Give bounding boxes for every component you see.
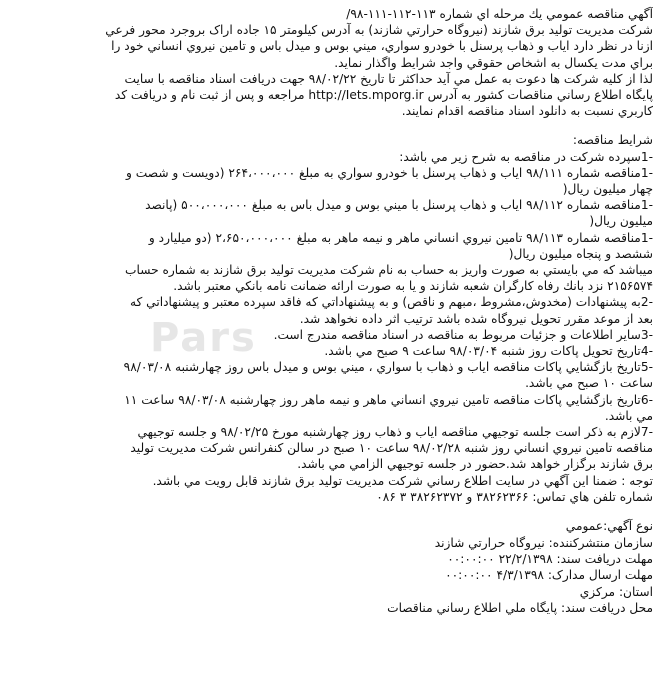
notice-title: آگهي مناقصه عمومي يك مرحله اي شماره ۱۱۳-۱۱۲-۱۱۱-۹۸/: [346, 7, 653, 21]
condition-line: شماره تلفن هاي تماس: ۳۸۲۶۲۳۶۶ و ۳۸۲۶۲۳۷۲ ۳ ۰۸۶: [376, 489, 653, 504]
condition-line: ۲۱۵۶۵۷۴ نزد بانك رفاه کارگران شعبه شازند و يا به صورت ارائه ضمانت نامه بانکي معتبر باشد.: [173, 279, 653, 294]
condition-line: توجه : ضمنا اين آگهي در سايت اطلاع رساني شرکت مديريت توليد برق شازند قابل رويت مي باشد.: [152, 473, 653, 488]
intro-line: ازنا در نظر دارد اياب و ذهاب پرسنل با خودرو سواري، ميني بوس و ميدل باس و تامين نيروي انساني خود را: [111, 39, 653, 54]
condition-line: -6تاريخ بازگشايي پاکات مناقصه تامين نيروي انساني ماهر و نيمه ماهر روز چهارشنبه ۹۸/۰۳/۰۸ ساعت ۱۱: [124, 392, 653, 407]
intro-line: کاربري نسبت به دانلود اسناد مناقصه اقدام نمايند.: [401, 104, 653, 119]
condition-line: برق شازند برگزار خواهد شد.حضور در جلسه توجيهي الزامي مي باشد.: [297, 457, 653, 472]
condition-line: -1مناقصه شماره ۹۸/۱۱۱ اياب و ذهاب پرسنل با خودرو سواري به مبلغ ۲۶۴،۰۰۰،۰۰۰ (دويست و شصت و: [126, 165, 653, 180]
condition-line: -1مناقصه شماره ۹۸/۱۱۳ تامين نيروي انساني ماهر و نيمه ماهر به مبلغ ۲،۶۵۰،۰۰۰،۰۰۰ (دو ميليارد و: [148, 230, 653, 245]
intro-paragraph: [10, 6, 653, 119]
condition-line: مي باشد.: [604, 408, 653, 423]
condition-line: -2به پيشنهادات (مخدوش،مشروط ،مبهم و ناقص) و به پيشنهاداتي که فاقد سپرده معتبر و پيشنهاداتي که: [129, 295, 653, 310]
document-location: محل دريافت سند: پايگاه ملي اطلاع رساني مناقصات: [387, 601, 653, 616]
condition-line: -3ساير اطلاعات و جزئيات مربوط به مناقصه در اسناد مناقصه مندرج است.: [273, 327, 653, 342]
publisher: سازمان منتشرکننده: نيروگاه حرارتي شازند: [434, 535, 653, 550]
intro-line: شرکت مديريت توليد برق شازند (نيروگاه حرارتي شازند) به آدرس کيلومتر ۱۵ جاده اراک بروجرد محور فرعي: [105, 23, 653, 38]
watermark-logo: Pars: [150, 315, 257, 361]
notice-content: [10, 6, 653, 617]
document-deadline: مهلت دريافت سند: ۲۲/۲/۱۳۹۸ ۰۰:۰۰:۰۰: [447, 551, 653, 566]
condition-line: ميليون ريال(: [589, 214, 653, 229]
conditions-section: [10, 132, 653, 505]
conditions-heading: شرايط مناقصه:: [572, 133, 653, 148]
condition-line: ششصد و پنجاه ميليون ريال(: [508, 246, 653, 261]
intro-line: لذا از کليه شرکت ها دعوت به عمل مي آيد حداکثر تا تاريخ ۹۸/۰۲/۲۲ جهت دريافت اسناد مناقصه با سايت: [124, 71, 653, 86]
condition-line: ميباشد که مي بايستي به صورت واريز به حساب به نام شرکت مديريت توليد برق شازند به شماره حساب: [125, 263, 653, 278]
condition-line: مناقصه تامين نيروي انساني روز شنبه ۹۸/۰۲/۲۸ ساعت ۱۰ صبح در سالن کنفرانس شرکت مديريت توليد: [130, 441, 653, 456]
condition-line: -1مناقصه شماره ۹۸/۱۱۲ اياب و ذهاب پرسنل با ميني بوس و ميدل باس به مبلغ ۵۰۰،۰۰۰،۰۰۰ (پانصد: [145, 198, 653, 213]
notice-type: نوع آگهي:عمومي: [565, 519, 653, 534]
condition-line: ساعت ۱۰ صبح مي باشد.: [525, 376, 653, 391]
condition-line: بعد از موعد مقرر تحويل نيروگاه شده باشد ترتيب اثر داده نخواهد شد.: [299, 311, 653, 326]
condition-line: -1سپرده شرکت در مناقصه به شرح زير مي باشد:: [399, 149, 653, 164]
submission-deadline: مهلت ارسال مدارک: ۴/۳/۱۳۹۸ ۰۰:۰۰:۰۰: [445, 568, 653, 583]
condition-line: چهار ميليون ريال(: [562, 182, 653, 197]
intro-line: براي مدت يکسال به اشخاص حقوقي واجد شرايط واگذار نمايد.: [334, 55, 653, 70]
condition-line: -4تاريخ تحويل پاکات روز شنبه ۹۸/۰۳/۰۴ ساعت ۹ صبح مي باشد.: [324, 344, 653, 359]
condition-line: -5تاريخ بازگشايي پاکات مناقصه اياب و ذهاب با سواري ، ميني بوس و ميدل باس روز چهارشنبه ۹۸/۰۳/۰۸: [123, 360, 653, 375]
condition-line: -7لازم به ذکر است جلسه توجيهي مناقصه اياب و ذهاب روز چهارشنبه مورخ ۹۸/۰۲/۲۵ و جلسه توجيهي: [137, 425, 653, 440]
province: استان: مرکزي: [579, 584, 653, 599]
notice-metadata: [10, 518, 653, 616]
intro-line-website: پايگاه اطلاع رساني مناقصات کشور به آدرس http://Iets.mporg.ir مراجعه و پس از ثبت نام و دريافت کد: [114, 88, 653, 103]
